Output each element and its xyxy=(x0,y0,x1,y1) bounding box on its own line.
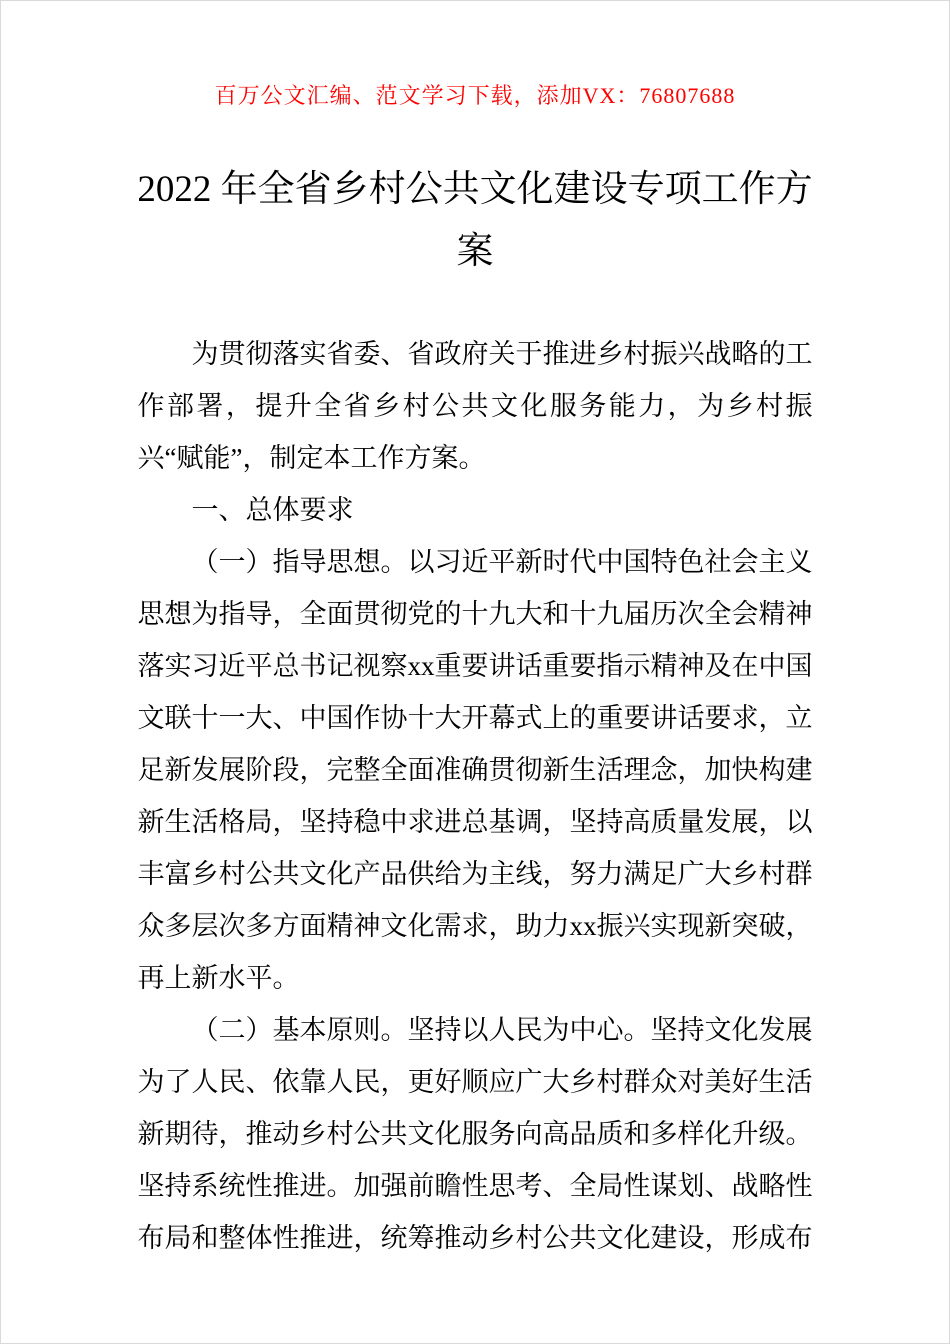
paragraph-1-2: （二）基本原则。坚持以人民为中心。坚持文化发展为了人民、依靠人民，更好顺应广大乡村群众对美好生活新期待，推动乡村公共文化服务向高品质和多样化升级。坚持系统性推进。加强前瞻性思考、全局性谋划、战略性布局和整体性推进，统筹推动乡村公共文化建设，形成布 xyxy=(137,1015,813,1253)
document-title: 2022 年全省乡村公共文化建设专项工作方案 xyxy=(137,169,813,272)
section-heading-1: 一、总体要求 xyxy=(191,495,354,525)
intro-paragraph: 为贯彻落实省委、省政府关于推进乡村振兴战略的工作部署，提升全省乡村公共文化服务能力，为乡村振兴“赋能”，制定本工作方案。 xyxy=(137,339,813,473)
document-body xyxy=(138,328,813,1264)
paragraph-1-1: （一）指导思想。以习近平新时代中国特色社会主义思想为指导，全面贯彻党的十九大和十九届历次全会精神落实习近平总书记视察xx重要讲话重要指示精神及在中国文联十一大、中国作协十大开幕式上的重要讲话要求，立足新发展阶段，完整全面准确贯彻新生活理念，加快构建新生活格局，坚持稳中求进总基调，坚持高质量发展，以丰富乡村公共文化产品供给为主线，努力满足广大乡村群众多层次多方面精神文化需求，助力xx振兴实现新突破，再上新水平。 xyxy=(137,547,813,993)
header-notice: 百万公文汇编、范文学习下载，添加VX：76807688 xyxy=(214,83,736,108)
